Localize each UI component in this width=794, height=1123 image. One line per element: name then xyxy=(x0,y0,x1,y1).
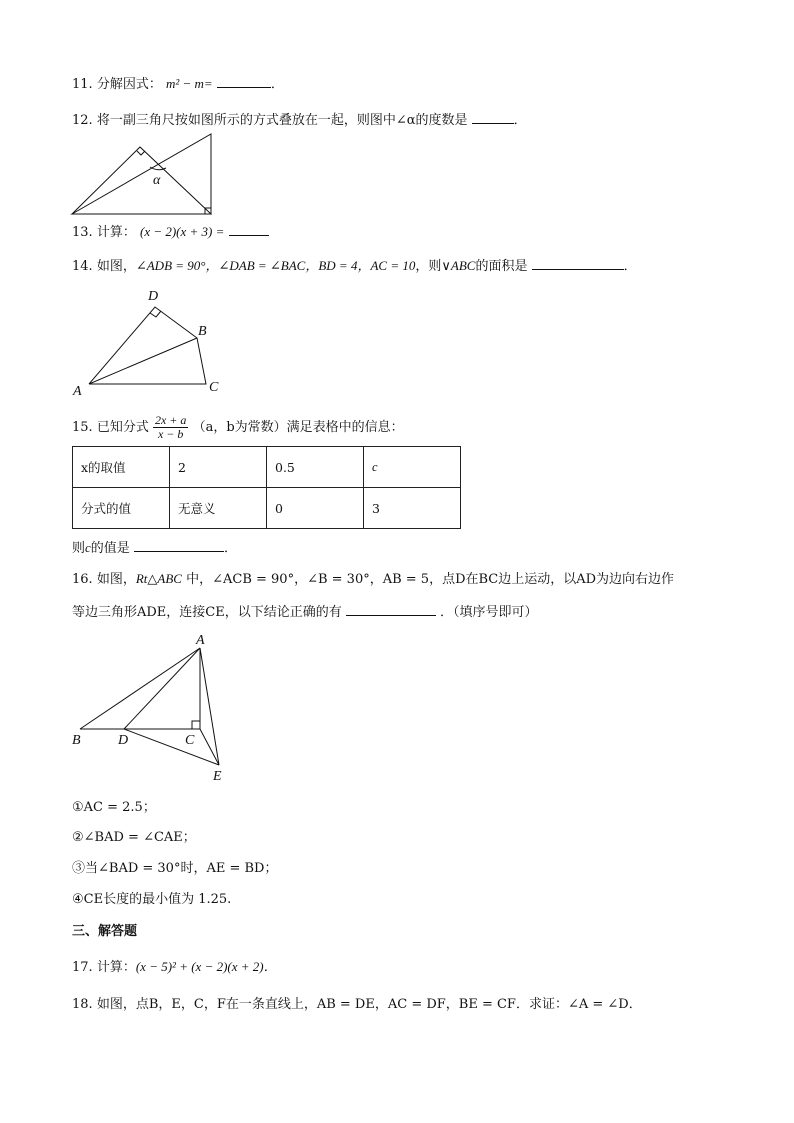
q14-label-a: A xyxy=(73,384,82,399)
q16-line1-b: Rt△ABC xyxy=(135,571,182,586)
q16-line1-c: 中，∠ACB = 90°，∠B = 30°，AB = 5，点D在BC边上运动，以AD为边向右边作 xyxy=(181,572,675,587)
table-cell: x的取值 xyxy=(73,447,170,488)
q14-conditions: ∠ADB = 90°，∠DAB = ∠BAC，BD = 4，AC = 10 xyxy=(135,258,416,273)
q17-text: 计算： xyxy=(96,960,136,975)
q12-alpha-label: α xyxy=(153,173,161,188)
table-cell: 无意义 xyxy=(170,488,267,529)
q16-label-b: B xyxy=(72,733,81,748)
q12-text: 将一副三角尺按如图所示的方式叠放在一起，则图中∠α的度数是 xyxy=(96,113,468,128)
q14-label-c: C xyxy=(209,380,219,395)
q15-fraction-numerator: 2x + a xyxy=(154,413,187,427)
q16-line1-a: 如图， xyxy=(96,572,136,587)
q14-text-b: ，则 xyxy=(415,259,442,274)
q12-number: 12. xyxy=(72,113,93,128)
q15-number: 15. xyxy=(72,420,93,435)
section-heading: 三、解答题 xyxy=(72,924,138,939)
q16-option-1: ①AC = 2.5； xyxy=(72,800,156,815)
q16-option-2: ②∠BAD = ∠CAE； xyxy=(72,830,196,845)
q16-label-c: C xyxy=(185,733,195,748)
q14-label-b: B xyxy=(198,324,207,339)
q11-number: 11. xyxy=(72,77,93,92)
table-cell: 2 xyxy=(170,447,267,488)
q16-label-d: D xyxy=(118,733,129,748)
question-11: 11. 分解因式： m² − m= ． xyxy=(72,76,284,92)
q17-expression: (x − 5)² + (x − 2)(x + 2)． xyxy=(135,959,277,974)
q16-segment-ad xyxy=(124,648,200,729)
q14-text-a: 如图， xyxy=(96,259,136,274)
question-18 xyxy=(72,996,642,1014)
table-cell: c xyxy=(364,447,461,488)
q17-number: 17. xyxy=(72,960,93,975)
table-cell: 分式的值 xyxy=(73,488,170,529)
q16-line2-b: ．（填序号即可） xyxy=(440,605,538,620)
q14-number: 14. xyxy=(72,259,93,274)
q18-number: 18. xyxy=(72,997,93,1012)
q16-option-4: ④CE长度的最小值为 1.25. xyxy=(72,892,232,907)
q16-label-e: E xyxy=(213,769,222,784)
q14-text-c: 的面积是 xyxy=(475,259,528,274)
question-14: 14. 如图，∠ADB = 90°，∠DAB = ∠BAC，BD = 4，AC = 10，则∨ABC的面积是 ． xyxy=(72,258,637,274)
q16-segment-ab xyxy=(80,648,200,729)
q11-text: 分解因式： xyxy=(96,77,162,92)
q15-answer-variable: c xyxy=(85,540,91,555)
q16-option-3: ③当∠BAD = 30°时，AE = BD； xyxy=(72,861,278,876)
q15-text-a: 已知分式 xyxy=(96,420,149,435)
q16-right-angle-mark xyxy=(192,721,200,729)
q15-answer-prefix: 则 xyxy=(72,541,86,556)
q15-fraction-denominator: x − b xyxy=(157,427,184,441)
table-cell: 3 xyxy=(364,488,461,529)
q16-line2-a: 等边三角形ADE，连接CE，以下结论正确的有 xyxy=(72,605,342,620)
q13-text: 计算： xyxy=(96,225,136,240)
q11-expression: m² − m= xyxy=(165,76,213,91)
q18-text: 如图，点B，E，C，F在一条直线上，AB = DE，AC = DF，BE = CF．求证：∠A = ∠D． xyxy=(96,997,642,1012)
q16-number: 16. xyxy=(72,572,93,587)
q14-label-d: D xyxy=(148,289,159,304)
q15-answer-suffix: 的值是 xyxy=(90,541,130,556)
q13-expression: (x − 2)(x + 3) = xyxy=(139,224,225,239)
q15-text-b: （a，b为常数）满足表格中的信息： xyxy=(192,420,404,435)
question-17 xyxy=(72,958,277,977)
question-12: 12. 将一副三角尺按如图所示的方式叠放在一起，则图中∠α的度数是 ． xyxy=(72,110,527,130)
q16-segment-de xyxy=(124,729,219,765)
q13-number: 13. xyxy=(72,225,93,240)
q14-triangle-name: ∨ABC xyxy=(441,258,476,273)
q15-answer-line: 则c的值是 ． xyxy=(72,540,237,556)
q16-label-a: A xyxy=(196,633,205,648)
table-cell: 0 xyxy=(267,488,364,529)
table-cell: 0.5 xyxy=(267,447,364,488)
